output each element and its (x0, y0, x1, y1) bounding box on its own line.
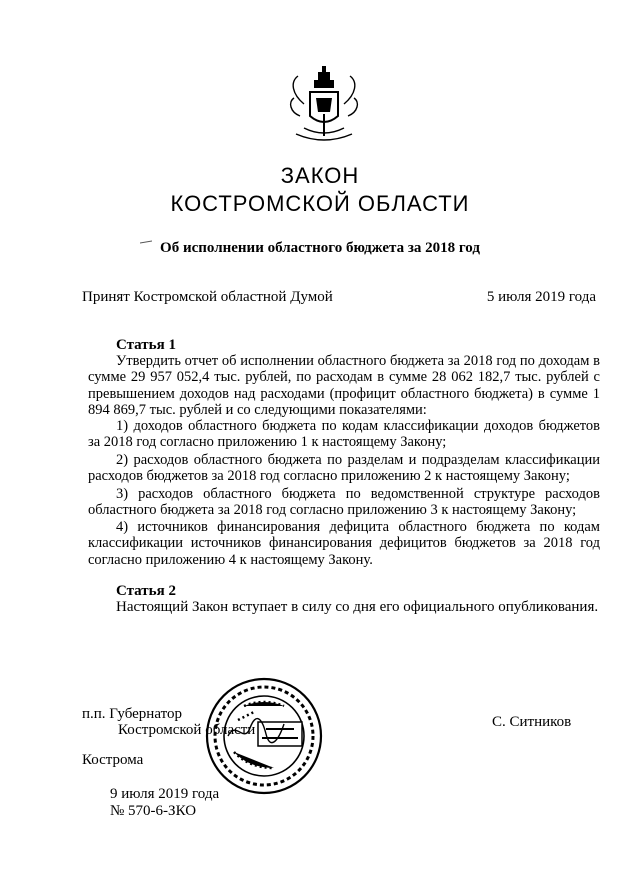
law-title: ЗАКОН (280, 163, 360, 188)
law-number: № 570-6-ЗКО (110, 803, 197, 819)
law-region: КОСТРОМСКОЙ ОБЛАСТИ (170, 191, 470, 216)
article-1-item-3: 3) расходов областного бюджета по ведомственной структуре расходов областного бюджета за 2018 год согласно приложению 3 к настоящему Закону; (88, 486, 600, 519)
article-1-item-1: 1) доходов областного бюджета по кодам классификации доходов бюджетов за 2018 год согласно приложению 1 к настоящему Закону; (88, 418, 600, 451)
article-1-item-4: 4) источников финансирования дефицита областного бюджета по кодам классификации источников финансирования дефицитов бюджетов за 2018 год согласно приложению 4 к настоящему Закону. (88, 519, 600, 568)
law-subject: Об исполнении областного бюджета за 2018 год (160, 240, 480, 256)
signer-title: п.п. Губернатор (82, 706, 182, 722)
article-2-heading: Статья 2 (116, 583, 176, 599)
signer-name: С. Ситников (492, 714, 572, 730)
article-1-item-2: 2) расходов областного бюджета по разделам и подразделам классификации расходов бюджетов за 2018 год согласно приложению 2 к настоящему Закону; (88, 452, 600, 485)
article-2-text: Настоящий Закон вступает в силу со дня его официального опубликования. (116, 599, 599, 615)
article-1-intro: Утвердить отчет об исполнении областного бюджета за 2018 год по доходам в сумме 29 957 052,4 тыс. рублей, по расходам в сумме 28 062 182,7 тыс. рублей с превышением доходов над расходами (профицит областного бюджета) в сумме 1 894 869,7 тыс. рублей и со следующими показателями: (88, 353, 600, 418)
signing-date: 9 июля 2019 года (110, 786, 220, 802)
coat-of-arms-emblem (284, 64, 364, 148)
handwritten-signature (226, 716, 286, 746)
adopted-date: 5 июля 2019 года (486, 289, 596, 305)
adopted-by: Принят Костромской областной Думой (82, 289, 333, 305)
signer-region: Костромской области (118, 722, 256, 738)
place-of-signing: Кострома (82, 752, 144, 768)
article-1-heading: Статья 1 (116, 337, 176, 353)
